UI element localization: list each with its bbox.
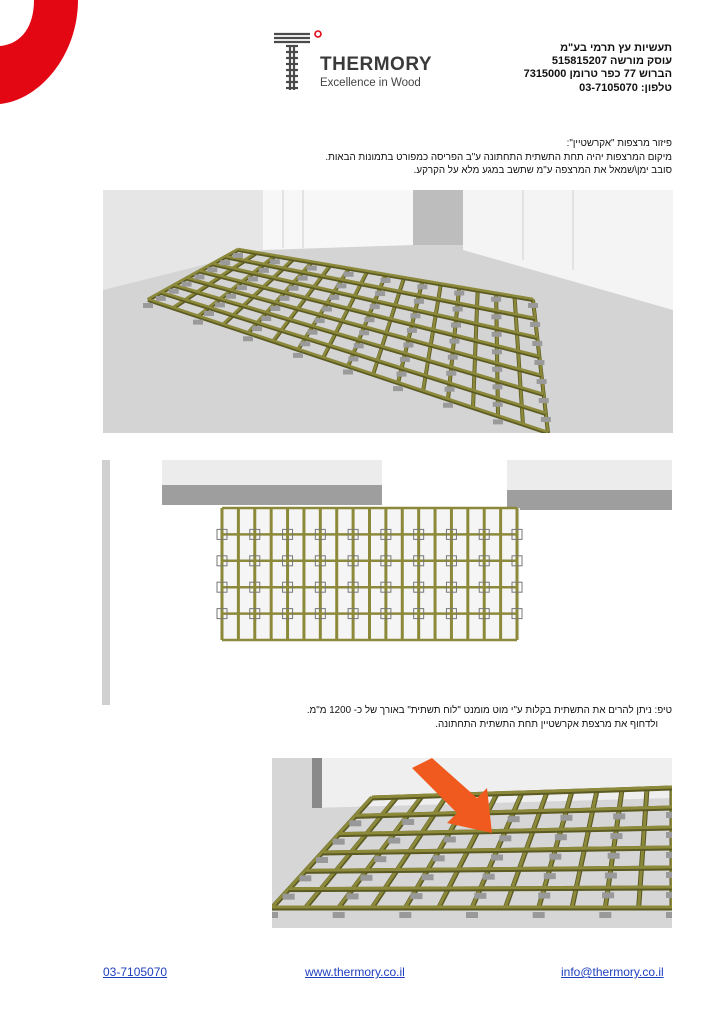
company-registration: עוסק מורשה 515815207 — [551, 55, 672, 68]
company-phone: טלפון: 03-7105070 — [579, 81, 672, 94]
company-name: תעשיות עץ תרמי בע"מ — [560, 42, 672, 54]
footer-phone-link[interactable]: 03-7105070 — [103, 965, 168, 979]
deck-perspective-image — [103, 190, 673, 433]
brand-corner-shape — [0, 0, 80, 110]
brand-tagline: Excellence in Wood — [320, 77, 421, 89]
company-info — [432, 42, 672, 95]
brand-name: THERMORY — [320, 54, 433, 75]
intro-line: סובב ימן\שמאל את המרצפה ע"מ שתשב במגע מלא על הקרקע. — [413, 165, 672, 176]
footer-email-link[interactable]: info@thermory.co.il — [561, 965, 664, 979]
intro-line: מיקום המרצפות יהיה תחת התשתית התחתונה ע"ב הפריסה כמפורט בתמונות הבאות. — [325, 151, 672, 163]
tip-paragraph — [242, 704, 672, 731]
footer-website-link[interactable]: www.thermory.co.il — [305, 965, 405, 979]
intro-paragraph — [242, 137, 672, 178]
company-address: הברוש 77 כפר טרומן 7315000 — [523, 68, 672, 81]
tip-line: ולדחוף את מרצפת אקרשטיין תחת התשתית התחתונה. — [435, 718, 658, 730]
page-footer — [0, 965, 724, 981]
tip-line: טיפ: ניתן להרים את התשתית בקלות ע"י מוט מומנט "לוח תשתית" באורך של כ- 1200 מ"מ. — [306, 705, 672, 716]
intro-title: פיזור מרצפות "אקרשטיין": — [566, 138, 672, 149]
deck-closeup-image — [272, 758, 672, 928]
deck-top-view-image — [102, 460, 672, 705]
